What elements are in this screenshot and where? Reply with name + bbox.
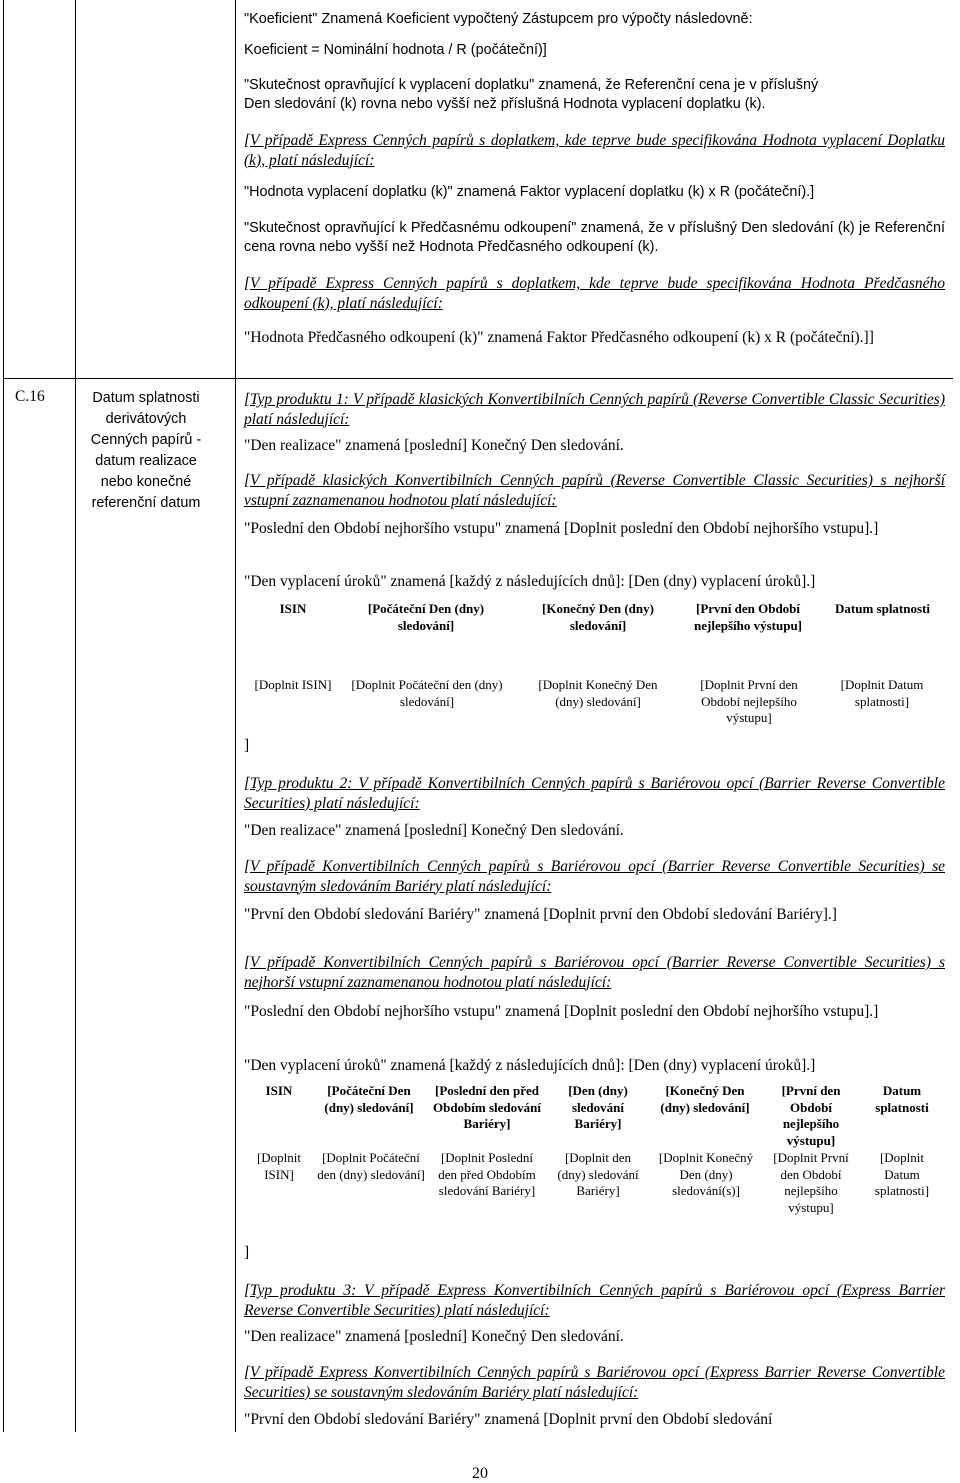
table1-header-best-exit: [První den Období nejlepšího výstupu] bbox=[694, 601, 802, 633]
table2-cell-pre-barrier: [Doplnit Poslední den před Obdobím sledování Bariéry] bbox=[438, 1150, 536, 1198]
product-type-1-heading: [Typ produktu 1: V případě klasických Konvertibilních Cenných papírů (Reverse Convertible Classic Securities) platí následující: bbox=[244, 391, 945, 428]
exercise-date-1: "Den realizace" znamená [poslední] Konečný Den sledování. bbox=[244, 437, 624, 454]
worst-entry-last-day-2: "Poslední den Období nejhoršího vstupu" znamená [Doplnit poslední den Období nejhoršího vstupu].] bbox=[244, 1003, 879, 1020]
table1-header-isin: ISIN bbox=[279, 601, 307, 616]
interest-payment-date-2: "Den vyplacení úroků" znamená [každý z následujících dnů]: [Den (dny) vyplacení úroků].] bbox=[244, 1057, 816, 1074]
table2-header-final: [Konečný Den (dny) sledování] bbox=[660, 1083, 750, 1115]
table1-closing-bracket: ] bbox=[244, 737, 250, 754]
interest-payment-date-1: "Den vyplacení úroků" znamená [každý z následujících dnů]: [Den (dny) vyplacení úroků].] bbox=[244, 573, 816, 590]
exercise-date-3: "Den realizace" znamená [poslední] Konečný Den sledování. bbox=[244, 1328, 624, 1345]
barrier-first-day-2: "První den Období sledování Bariéry" znamená [Doplnit první den Období sledování Bariéry].] bbox=[244, 906, 837, 923]
table1-cell-final: [Doplnit Konečný Den (dny) sledování] bbox=[538, 677, 658, 709]
product-type-2-heading: [Typ produktu 2: V případě Konvertibilních Cenných papírů s Bariérovou opcí (Barrier Reverse Convertible Securities) platí následující: bbox=[244, 775, 945, 812]
section-label: Datum splatnosti derivátových Cenných papírů - datum realizace nebo konečné referenční datum bbox=[90, 390, 202, 511]
page-number: 20 bbox=[472, 1465, 488, 1482]
table2-cell-final: [Doplnit Konečný Den (dny) sledování(s)] bbox=[658, 1150, 754, 1198]
table2-header-initial: [Počáteční Den (dny) sledování] bbox=[324, 1083, 414, 1115]
bonus-event-line-1: "Skutečnost opravňující k vyplacení doplatku" znamená, že Referenční cena je v příslušný bbox=[244, 77, 819, 93]
product-type-3-heading: [Typ produktu 3: V případě Express Konvertibilních Cenných papírů s Bariérovou opcí (Express Barrier Reverse Convertible Securities) platí následující: bbox=[244, 1282, 945, 1319]
bonus-value-definition: "Hodnota vyplacení doplatku (k)" znamená Faktor vyplacení doplatku (k) x R (počáteční).] bbox=[244, 184, 815, 200]
table2-cell-isin: [Doplnit ISIN] bbox=[256, 1150, 302, 1182]
table2-closing-bracket: ] bbox=[244, 1244, 250, 1261]
row-divider bbox=[3, 378, 953, 379]
table-col-divider-1 bbox=[75, 0, 76, 1432]
early-redemption-value-definition: "Hodnota Předčasného odkoupení (k)" znamená Faktor Předčasného odkoupení (k) x R (počáteční).]] bbox=[244, 329, 874, 346]
table-col-divider-2 bbox=[235, 0, 236, 1432]
table1-cell-isin: [Doplnit ISIN] bbox=[254, 677, 332, 692]
continuous-barrier-clause-3: [V případě Express Konvertibilních Cenných papírů s Bariérovou opcí (Express Barrier Reverse Convertible Securities) se soustavným sledováním Bariéry platí následující: bbox=[244, 1364, 945, 1401]
section-number: C.16 bbox=[15, 388, 45, 405]
table1-header-initial: [Počáteční Den (dny) sledování] bbox=[367, 601, 485, 633]
table2-cell-maturity: [Doplnit Datum splatnosti] bbox=[874, 1150, 930, 1198]
exercise-date-2: "Den realizace" znamená [poslední] Konečný Den sledování. bbox=[244, 822, 624, 839]
table-left-border bbox=[3, 0, 4, 1432]
table2-cell-barrier-days: [Doplnit den (dny) sledování Bariéry] bbox=[557, 1150, 639, 1198]
express-early-redemption-clause: [V případě Express Cenných papírů s doplatkem, kde teprve bude specifikována Hodnota Předčasného odkoupení (k), platí následující: bbox=[244, 275, 945, 312]
table2-header-isin: ISIN bbox=[265, 1083, 293, 1098]
bonus-event-line-2: Den sledování (k) rovna nebo vyšší než příslušná Hodnota vyplacení doplatku (k). bbox=[244, 96, 766, 112]
table2-cell-best-exit: [Doplnit První den Období nejlepšího výstupu] bbox=[773, 1150, 849, 1215]
table1-cell-maturity: [Doplnit Datum splatnosti] bbox=[840, 677, 924, 709]
worst-entry-last-day-1: "Poslední den Období nejhoršího vstupu" znamená [Doplnit poslední den Období nejhoršího vstupu].] bbox=[244, 520, 879, 537]
table2-cell-initial: [Doplnit Počáteční den (dny) sledování] bbox=[317, 1150, 425, 1182]
continuous-barrier-clause-2: [V případě Konvertibilních Cenných papírů s Bariérovou opcí (Barrier Reverse Convertible Securities) se soustavným sledováním Bariéry platí následující: bbox=[244, 858, 945, 895]
worst-entry-clause-2: [V případě Konvertibilních Cenných papírů s Bariérovou opcí (Barrier Reverse Convertible Securities) s nejhorší vstupní zaznamenanou hodnotou platí následující: bbox=[244, 954, 945, 991]
express-bonus-clause: [V případě Express Cenných papírů s doplatkem, kde teprve bude specifikována Hodnota vyplacení Doplatku (k), platí následující: bbox=[244, 132, 945, 169]
table2-header-best-exit: [První den Období nejlepšího výstupu] bbox=[781, 1083, 841, 1148]
table2-header-pre-barrier: [Poslední den před Obdobím sledování Bariéry] bbox=[432, 1083, 541, 1131]
table1-cell-initial: [Doplnit Počáteční den (dny) sledování] bbox=[351, 677, 503, 709]
worst-entry-clause-1: [V případě klasických Konvertibilních Cenných papírů (Reverse Convertible Classic Securities) s nejhorší vstupní zaznamenanou hodnotou platí následující: bbox=[244, 472, 945, 509]
table2-header-barrier-days: [Den (dny) sledování Bariéry] bbox=[568, 1083, 628, 1131]
table1-header-maturity: Datum splatnosti bbox=[835, 601, 930, 616]
early-redemption-event: "Skutečnost opravňující k Předčasnému odkoupení" znamená, že v příslušný Den sledování (k) je Referenční cena rovna nebo vyšší než Hodnota Předčasného odkoupení (k). bbox=[244, 220, 945, 255]
table2-header-maturity: Datum splatnosti bbox=[875, 1083, 929, 1115]
table1-header-final: [Konečný Den (dny) sledování] bbox=[542, 601, 654, 633]
coefficient-definition: "Koeficient" Znamená Koeficient vypočtený Zástupcem pro výpočty následovně: bbox=[244, 11, 753, 27]
table1-cell-best-exit: [Doplnit První den Období nejlepšího výstupu] bbox=[700, 677, 798, 725]
barrier-first-day-3: "První den Období sledování Bariéry" znamená [Doplnit první den Období sledování bbox=[244, 1411, 773, 1428]
coefficient-formula: Koeficient = Nominální hodnota / R (počáteční)] bbox=[244, 42, 547, 58]
